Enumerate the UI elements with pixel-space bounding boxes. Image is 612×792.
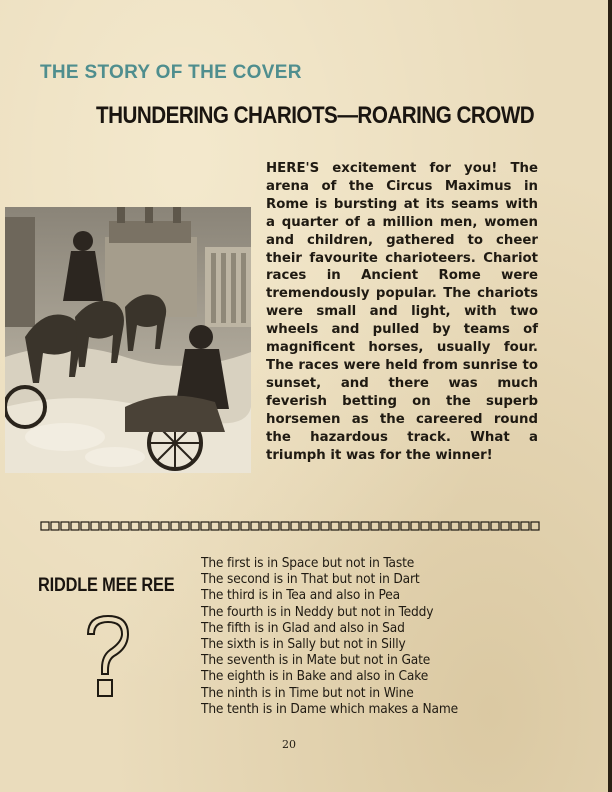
headline: THUNDERING CHARIOTS—ROARING CROWD <box>96 102 535 129</box>
riddle-line: The seventh is in Mate but not in Gate <box>201 652 431 669</box>
cover-story-text: HERE'S excitement for you! The arena of the Circus Maximus in Rome is bursting at its seams with a quarter of a million men, women and children, gathered to cheer their favourite charioteers. Chariot races in Ancient Rome were tremendously popular. The chariots were small and light, with two wheels and pulled by teams of magnificent horses, usually four. The races were held from sunrise to sunset, and there was much feverish betting on the superb horsemen as the careered round the hazardous track. What a triumph it was for the winner! <box>266 161 538 463</box>
riddle-title: RIDDLE MEE REE <box>38 575 175 596</box>
riddle-line: The tenth is in Dame which makes a Name <box>201 700 458 717</box>
riddle-line: The eighth is in Bake and also in Cake <box>201 668 429 685</box>
riddle-line: The fourth is in Neddy but not in Teddy <box>201 603 434 620</box>
riddle-line: The ninth is in Time but not in Wine <box>201 684 414 701</box>
riddle-line: The first is in Space but not in Taste <box>201 555 415 571</box>
question-mark-icon <box>80 612 136 712</box>
chariot-race-illustration <box>5 207 251 473</box>
riddle-line: The fifth is in Glad and also in Sad <box>201 619 405 636</box>
page-number: 20 <box>282 738 296 751</box>
riddle-lines <box>201 555 561 717</box>
page-edge-shadow <box>608 0 612 792</box>
section-kicker: THE STORY OF THE COVER <box>40 62 302 83</box>
riddle-line: The sixth is in Sally but not in Silly <box>201 636 406 653</box>
riddle-line: The third is in Tea and also in Pea <box>201 587 400 604</box>
riddle-line: The second is in That but not in Dart <box>201 571 420 588</box>
square-border-divider <box>40 520 540 532</box>
